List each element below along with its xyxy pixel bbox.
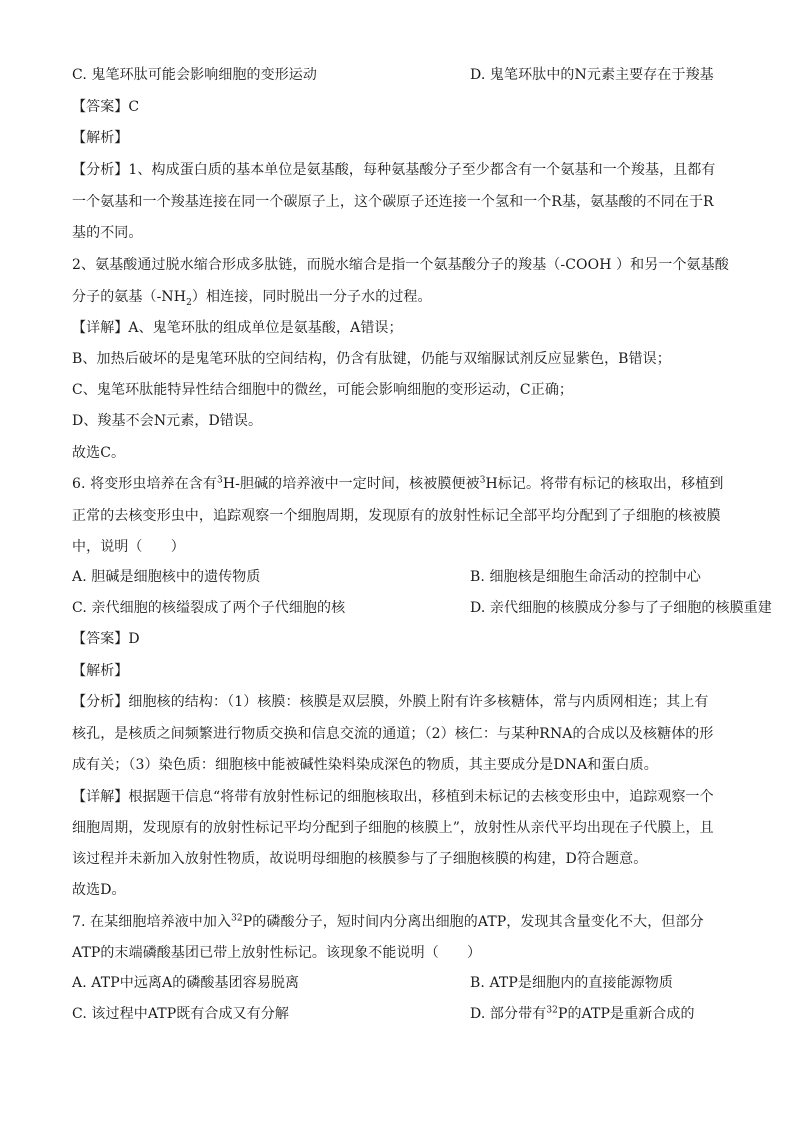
q6-analysis-line: 成有关；（3）染色质：细胞核中能被碱性染料染成深色的物质，其主要成分是DNA和蛋白质。 bbox=[72, 757, 658, 773]
q5-analysis-text: 分子的氨基（-NH bbox=[72, 289, 187, 305]
q6-analysis-heading: 【解析】 bbox=[72, 663, 129, 679]
q5-analysis-line bbox=[72, 286, 732, 308]
q7-options-row-cd bbox=[72, 1003, 732, 1025]
q7-stem-text: P的磷酸分子，短时间内分离出细胞的ATP，发现其含量变化不大，但部分 bbox=[242, 914, 704, 930]
q6-conclusion: 故选D。 bbox=[72, 882, 126, 898]
q6-options-row-cd bbox=[72, 597, 772, 619]
q5-analysis-line: 一个氨基和一个羧基连接在同一个碳原子上，这个碳原子还连接一个氢和一个R基，氨基酸的不同在于R bbox=[72, 194, 714, 210]
q7-option-b: B. ATP是细胞内的直接能源物质 bbox=[470, 975, 673, 991]
q5-detail-line: B、加热后破坏的是鬼笔环肽的空间结构，仍含有肽键，仍能与双缩脲试剂反应显紫色，B错误； bbox=[72, 351, 671, 367]
q6-stem-text: H标记。将带有标记的核取出，移植到 bbox=[485, 476, 724, 492]
q6-analysis-line: 核孔，是核质之间频繁进行物质交换和信息交流的通道；（2）核仁：与某种RNA的合成以及核糖体的形 bbox=[72, 726, 714, 742]
q7-option-d-text: D. 部分带有 bbox=[470, 1006, 547, 1022]
q6-stem-text: H-胆碱的培养液中一定时间，核被膜便被 bbox=[222, 476, 480, 492]
q5-detail-line: C、鬼笔环肽能特异性结合细胞中的微丝，可能会影响细胞的变形运动，C正确； bbox=[72, 382, 574, 398]
q7-stem-text: 7. 在某细胞培养液中加入 bbox=[72, 914, 232, 930]
q6-stem-text: 6. 将变形虫培养在含有 bbox=[72, 476, 218, 492]
superscript: 3 bbox=[479, 475, 486, 486]
q5-analysis-line: 2、氨基酸通过脱水缩合形成多肽链，而脱水缩合是指一个氨基酸分子的羧基（-COOH ）和另一个氨基酸 bbox=[72, 257, 729, 273]
q7-stem-line bbox=[72, 911, 732, 933]
q5-detail-line: D、羧基不会N元素，D错误。 bbox=[72, 413, 263, 429]
q6-option-a: A. 胆碱是细胞核中的遗传物质 bbox=[72, 569, 261, 585]
q6-detail-line: 【详解】根据题干信息“将带有放射性标记的细胞核取出，移植到未标记的去核变形虫中，追踪观察一个 bbox=[72, 789, 714, 805]
superscript: 32 bbox=[546, 1005, 558, 1016]
q6-option-d: D. 亲代细胞的核膜成分参与了子细胞的核膜重建 bbox=[470, 600, 772, 616]
q7-options-row-ab bbox=[72, 972, 732, 994]
q6-option-c: C. 亲代细胞的核缢裂成了两个子代细胞的核 bbox=[72, 600, 346, 616]
q6-stem-line bbox=[72, 473, 732, 495]
q7-option-d-text: P的ATP是重新合成的 bbox=[557, 1006, 695, 1022]
q6-answer: 【答案】D bbox=[72, 631, 140, 647]
q5-analysis-line: 【分析】1、构成蛋白质的基本单位是氨基酸，每种氨基酸分子至少都含有一个氨基和一个羧基，且都有 bbox=[72, 162, 716, 178]
q5-analysis-line: 基的不同。 bbox=[72, 225, 143, 241]
q7-stem-line: ATP的末端磷酸基团已带上放射性标记。该现象不能说明（ ） bbox=[72, 945, 482, 961]
q7-option-d bbox=[470, 1003, 695, 1025]
q5-analysis-heading: 【解析】 bbox=[72, 130, 129, 146]
q6-detail-line: 细胞周期，发现原有的放射性标记平均分配到子细胞的核膜上”，放射性从亲代平均出现在子代膜上，且 bbox=[72, 820, 714, 836]
subscript: 2 bbox=[186, 297, 192, 308]
q5-analysis-text: ）相连接，同时脱出一分子水的过程。 bbox=[191, 289, 432, 305]
q6-option-b: B. 细胞核是细胞生命活动的控制中心 bbox=[470, 569, 701, 585]
q5-option-c: C. 鬼笔环肽可能会影响细胞的变形运动 bbox=[72, 67, 318, 83]
q5-conclusion: 故选C。 bbox=[72, 445, 126, 461]
q7-option-a: A. ATP中远离A的磷酸基团容易脱离 bbox=[72, 975, 300, 991]
q6-stem-line: 中，说明（ ） bbox=[72, 539, 185, 555]
q6-stem-line: 正常的去核变形虫中，追踪观察一个细胞周期，发现原有的放射性标记全部平均分配到了子细胞的核被膜 bbox=[72, 508, 721, 524]
q6-options-row-ab bbox=[72, 566, 732, 588]
q5-answer: 【答案】C bbox=[72, 99, 140, 115]
q5-option-d: D. 鬼笔环肽中的N元素主要存在于羧基 bbox=[470, 67, 714, 83]
q6-analysis-line: 【分析】细胞核的结构：（1）核膜：核膜是双层膜，外膜上附有许多核糖体，常与内质网相连；其上有 bbox=[72, 694, 709, 710]
q5-options-row-cd bbox=[72, 64, 732, 86]
superscript: 3 bbox=[217, 475, 223, 486]
q7-option-c: C. 该过程中ATP既有合成又有分解 bbox=[72, 1006, 290, 1022]
superscript: 32 bbox=[231, 913, 243, 924]
q6-detail-line: 该过程并未新加入放射性物质，故说明母细胞的核膜参与了子细胞核膜的构建，D符合题意。 bbox=[72, 851, 648, 867]
q5-detail-line: 【详解】A、鬼笔环肽的组成单位是氨基酸，A错误； bbox=[72, 320, 403, 336]
